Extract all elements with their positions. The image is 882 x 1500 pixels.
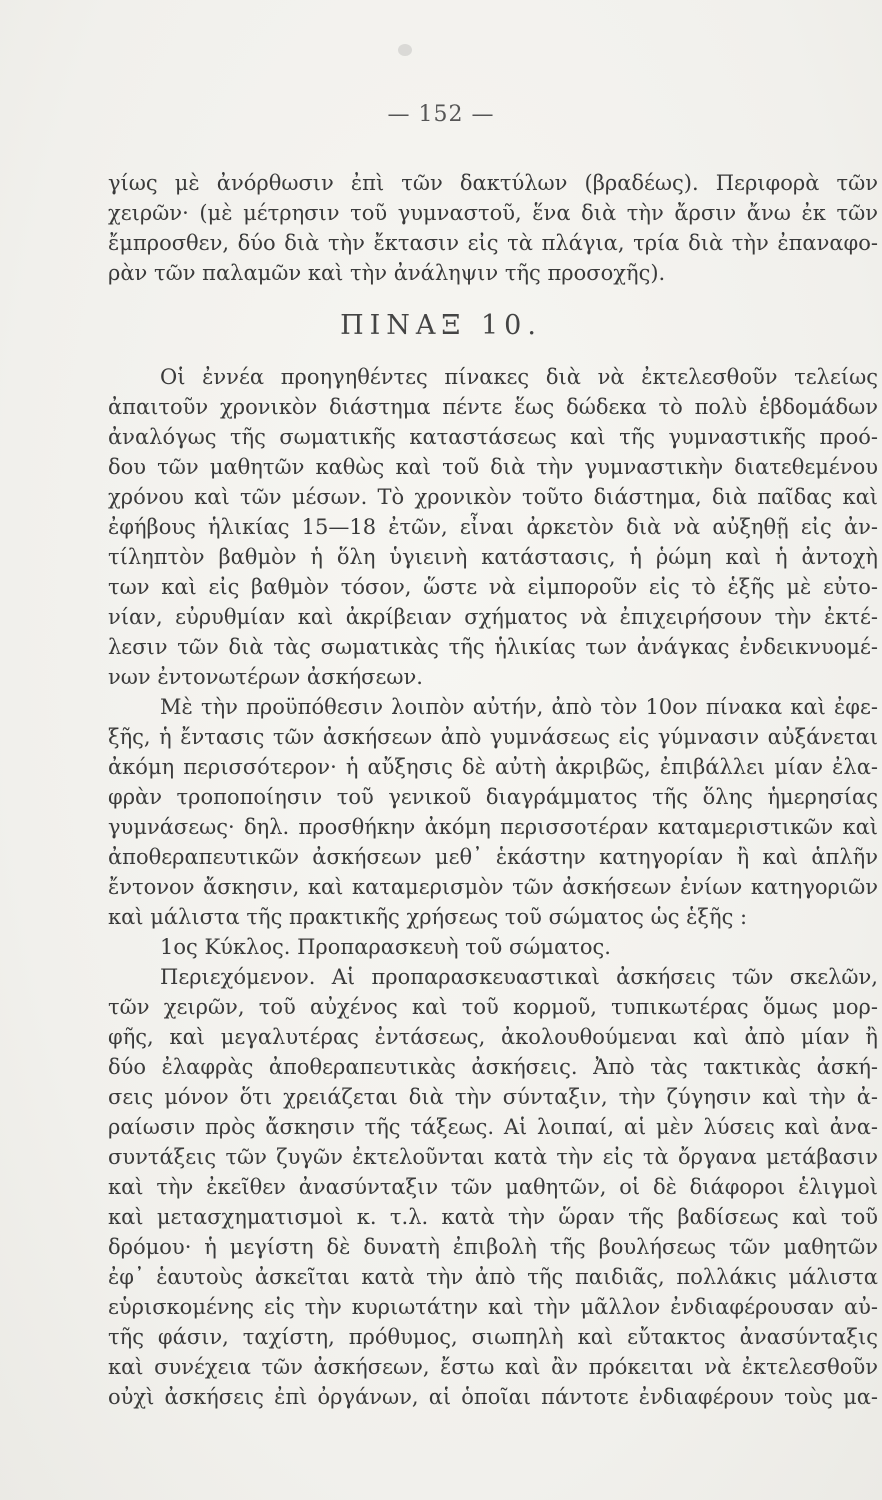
text-line: Μὲ τὴν προϋπόθεσιν λοιπὸν αὐτήν, ἀπὸ τὸν 10ον πίνακα καὶ ἐφε- xyxy=(160,695,878,719)
text-line: δύο ἐλαφρὰς ἀποθεραπευτικὰς ἀσκήσεις. Ἀπὸ τὰς τακτικὰς ἀσκή- xyxy=(108,1055,878,1079)
text-line: των καὶ εἰς βαθμὸν τόσον, ὥστε νὰ εἰμποροῦν εἰς τὸ ἑξῆς μὲ εὐτο- xyxy=(108,575,878,599)
text-line: καὶ συνέχεια τῶν ἀσκήσεων, ἔστω καὶ ἂν πρόκειται νὰ ἐκτελεσθοῦν xyxy=(108,1355,878,1379)
page-number: — 152 — xyxy=(387,102,495,127)
text-line: γίως μὲ ἀνόρθωσιν ἐπὶ τῶν δακτύλων (βραδέως). Περιφορὰ τῶν xyxy=(108,171,878,195)
text-line: τῆς φάσιν, ταχίστη, πρόθυμος, σιωπηλὴ καὶ εὔτακτος ἀνασύνταξις xyxy=(108,1325,878,1349)
text-line: δρόμου· ἡ μεγίστη δὲ δυνατὴ ἐπιβολὴ τῆς βουλήσεως τῶν μαθητῶν xyxy=(108,1235,878,1259)
text-line: χειρῶν· (μὲ μέτρησιν τοῦ γυμναστοῦ, ἕνα διὰ τὴν ἄρσιν ἄνω ἐκ τῶν xyxy=(108,201,878,225)
text-line: χρόνου καὶ τῶν μέσων. Τὸ χρονικὸν τοῦτο διάστημα, διὰ παῖδας καὶ xyxy=(108,485,878,509)
text-line: εὑρισκομένης εἰς τὴν κυριωτάτην καὶ τὴν μᾶλλον ἐνδιαφέρουσαν αὐ- xyxy=(108,1295,878,1319)
text-line: δου τῶν μαθητῶν καθὼς καὶ τοῦ διὰ τὴν γυμναστικὴν διατεθεμένου xyxy=(108,455,878,479)
text-line: τῶν χειρῶν, τοῦ αὐχένος καὶ τοῦ κορμοῦ, τυπικωτέρας ὅμως μορ- xyxy=(108,995,878,1019)
paper-speck xyxy=(398,44,412,56)
text-line: ραίωσιν πρὸς ἄσκησιν τῆς τάξεως. Αἱ λοιπαί, αἱ μὲν λύσεις καὶ ἀνα- xyxy=(108,1115,878,1139)
text-line: ἀποθεραπευτικῶν ἀσκήσεων μεθ᾽ ἑκάστην κατηγορίαν ἢ καὶ ἁπλῆν xyxy=(108,845,878,869)
text-line: λεσιν τῶν διὰ τὰς σωματικὰς τῆς ἡλικίας των ἀνάγκας ἐνδεικνυομέ- xyxy=(108,635,878,659)
table-heading: ΠΙΝΑΞ 10. xyxy=(340,310,542,341)
text-line: ξῆς, ἡ ἔντασις τῶν ἀσκήσεων ἀπὸ γυμνάσεως εἰς γύμνασιν αὐξάνεται xyxy=(108,725,878,749)
text-line: ἀπαιτοῦν χρονικὸν διάστημα πέντε ἕως δώδεκα τὸ πολὺ ἑβδομάδων xyxy=(108,395,878,419)
text-line: καὶ τὴν ἐκεῖθεν ἀνασύνταξιν τῶν μαθητῶν, οἱ δὲ διάφοροι ἑλιγμοὶ xyxy=(108,1175,878,1199)
text-line: γυμνάσεως· δηλ. προσθήκην ἀκόμη περισσοτέραν καταμεριστικῶν καὶ xyxy=(108,815,878,839)
section-title: 1ος Κύκλος. Προπαρασκευὴ τοῦ σώματος. xyxy=(160,935,611,959)
text-line: φῆς, καὶ μεγαλυτέρας ἐντάσεως, ἀκολουθούμεναι καὶ ἀπὸ μίαν ἢ xyxy=(108,1025,878,1049)
text-line: τίληπτὸν βαθμὸν ἡ ὅλη ὑγιεινὴ κατάστασις, ἡ ῥώμη καὶ ἡ ἀντοχὴ xyxy=(108,545,878,569)
text-line: συντάξεις τῶν ζυγῶν ἐκτελοῦνται κατὰ τὴν εἰς τὰ ὄργανα μετάβασιν xyxy=(108,1145,878,1169)
text-line: νων ἐντονωτέρων ἀσκήσεων. xyxy=(108,665,423,689)
text-line: Περιεχόμενον. Αἱ προπαρασκευαστικαὶ ἀσκήσεις τῶν σκελῶν, xyxy=(160,965,878,989)
text-line: Οἱ ἐννέα προηγηθέντες πίνακες διὰ νὰ ἐκτελεσθοῦν τελείως xyxy=(160,365,878,389)
text-line: ἀναλόγως τῆς σωματικῆς καταστάσεως καὶ τῆς γυμναστικῆς προό- xyxy=(108,425,878,449)
text-line: οὐχὶ ἀσκήσεις ἐπὶ ὀργάνων, αἱ ὁποῖαι πάντοτε ἐνδιαφέρουν τοὺς μα- xyxy=(108,1385,878,1409)
text-line: σεις μόνον ὅτι χρειάζεται διὰ τὴν σύνταξιν, τὴν ζύγησιν καὶ τὴν ἀ- xyxy=(108,1085,878,1109)
text-line: καὶ μάλιστα τῆς πρακτικῆς χρήσεως τοῦ σώματος ὡς ἑξῆς : xyxy=(108,905,748,929)
text-line: ἔμπροσθεν, δύο διὰ τὴν ἔκτασιν εἰς τὰ πλάγια, τρία διὰ τὴν ἐπαναφο- xyxy=(108,231,878,255)
text-line: νίαν, εὐρυθμίαν καὶ ἀκρίβειαν σχήματος νὰ ἐπιχειρήσουν τὴν ἐκτέ- xyxy=(108,605,878,629)
text-line: ρὰν τῶν παλαμῶν καὶ τὴν ἀνάληψιν τῆς προσοχῆς). xyxy=(108,261,666,285)
text-line: ἐφ᾽ ἑαυτοὺς ἀσκεῖται κατὰ τὴν ἀπὸ τῆς παιδιᾶς, πολλάκις μάλιστα xyxy=(108,1265,878,1289)
text-line: ἔντονον ἄσκησιν, καὶ καταμερισμὸν τῶν ἀσκήσεων ἐνίων κατηγοριῶν xyxy=(108,875,878,899)
text-line: ἀκόμη περισσότερον· ἡ αὔξησις δὲ αὐτὴ ἀκριβῶς, ἐπιβάλλει μίαν ἐλα- xyxy=(108,755,878,779)
text-line: καὶ μετασχηματισμοὶ κ. τ.λ. κατὰ τὴν ὥραν τῆς βαδίσεως καὶ τοῦ xyxy=(108,1205,878,1229)
text-line: φρὰν τροποποίησιν τοῦ γενικοῦ διαγράμματος τῆς ὅλης ἡμερησίας xyxy=(108,785,878,809)
text-line: ἐφήβους ἡλικίας 15—18 ἐτῶν, εἶναι ἀρκετὸν διὰ νὰ αὐξηθῇ εἰς ἀν- xyxy=(108,515,878,539)
